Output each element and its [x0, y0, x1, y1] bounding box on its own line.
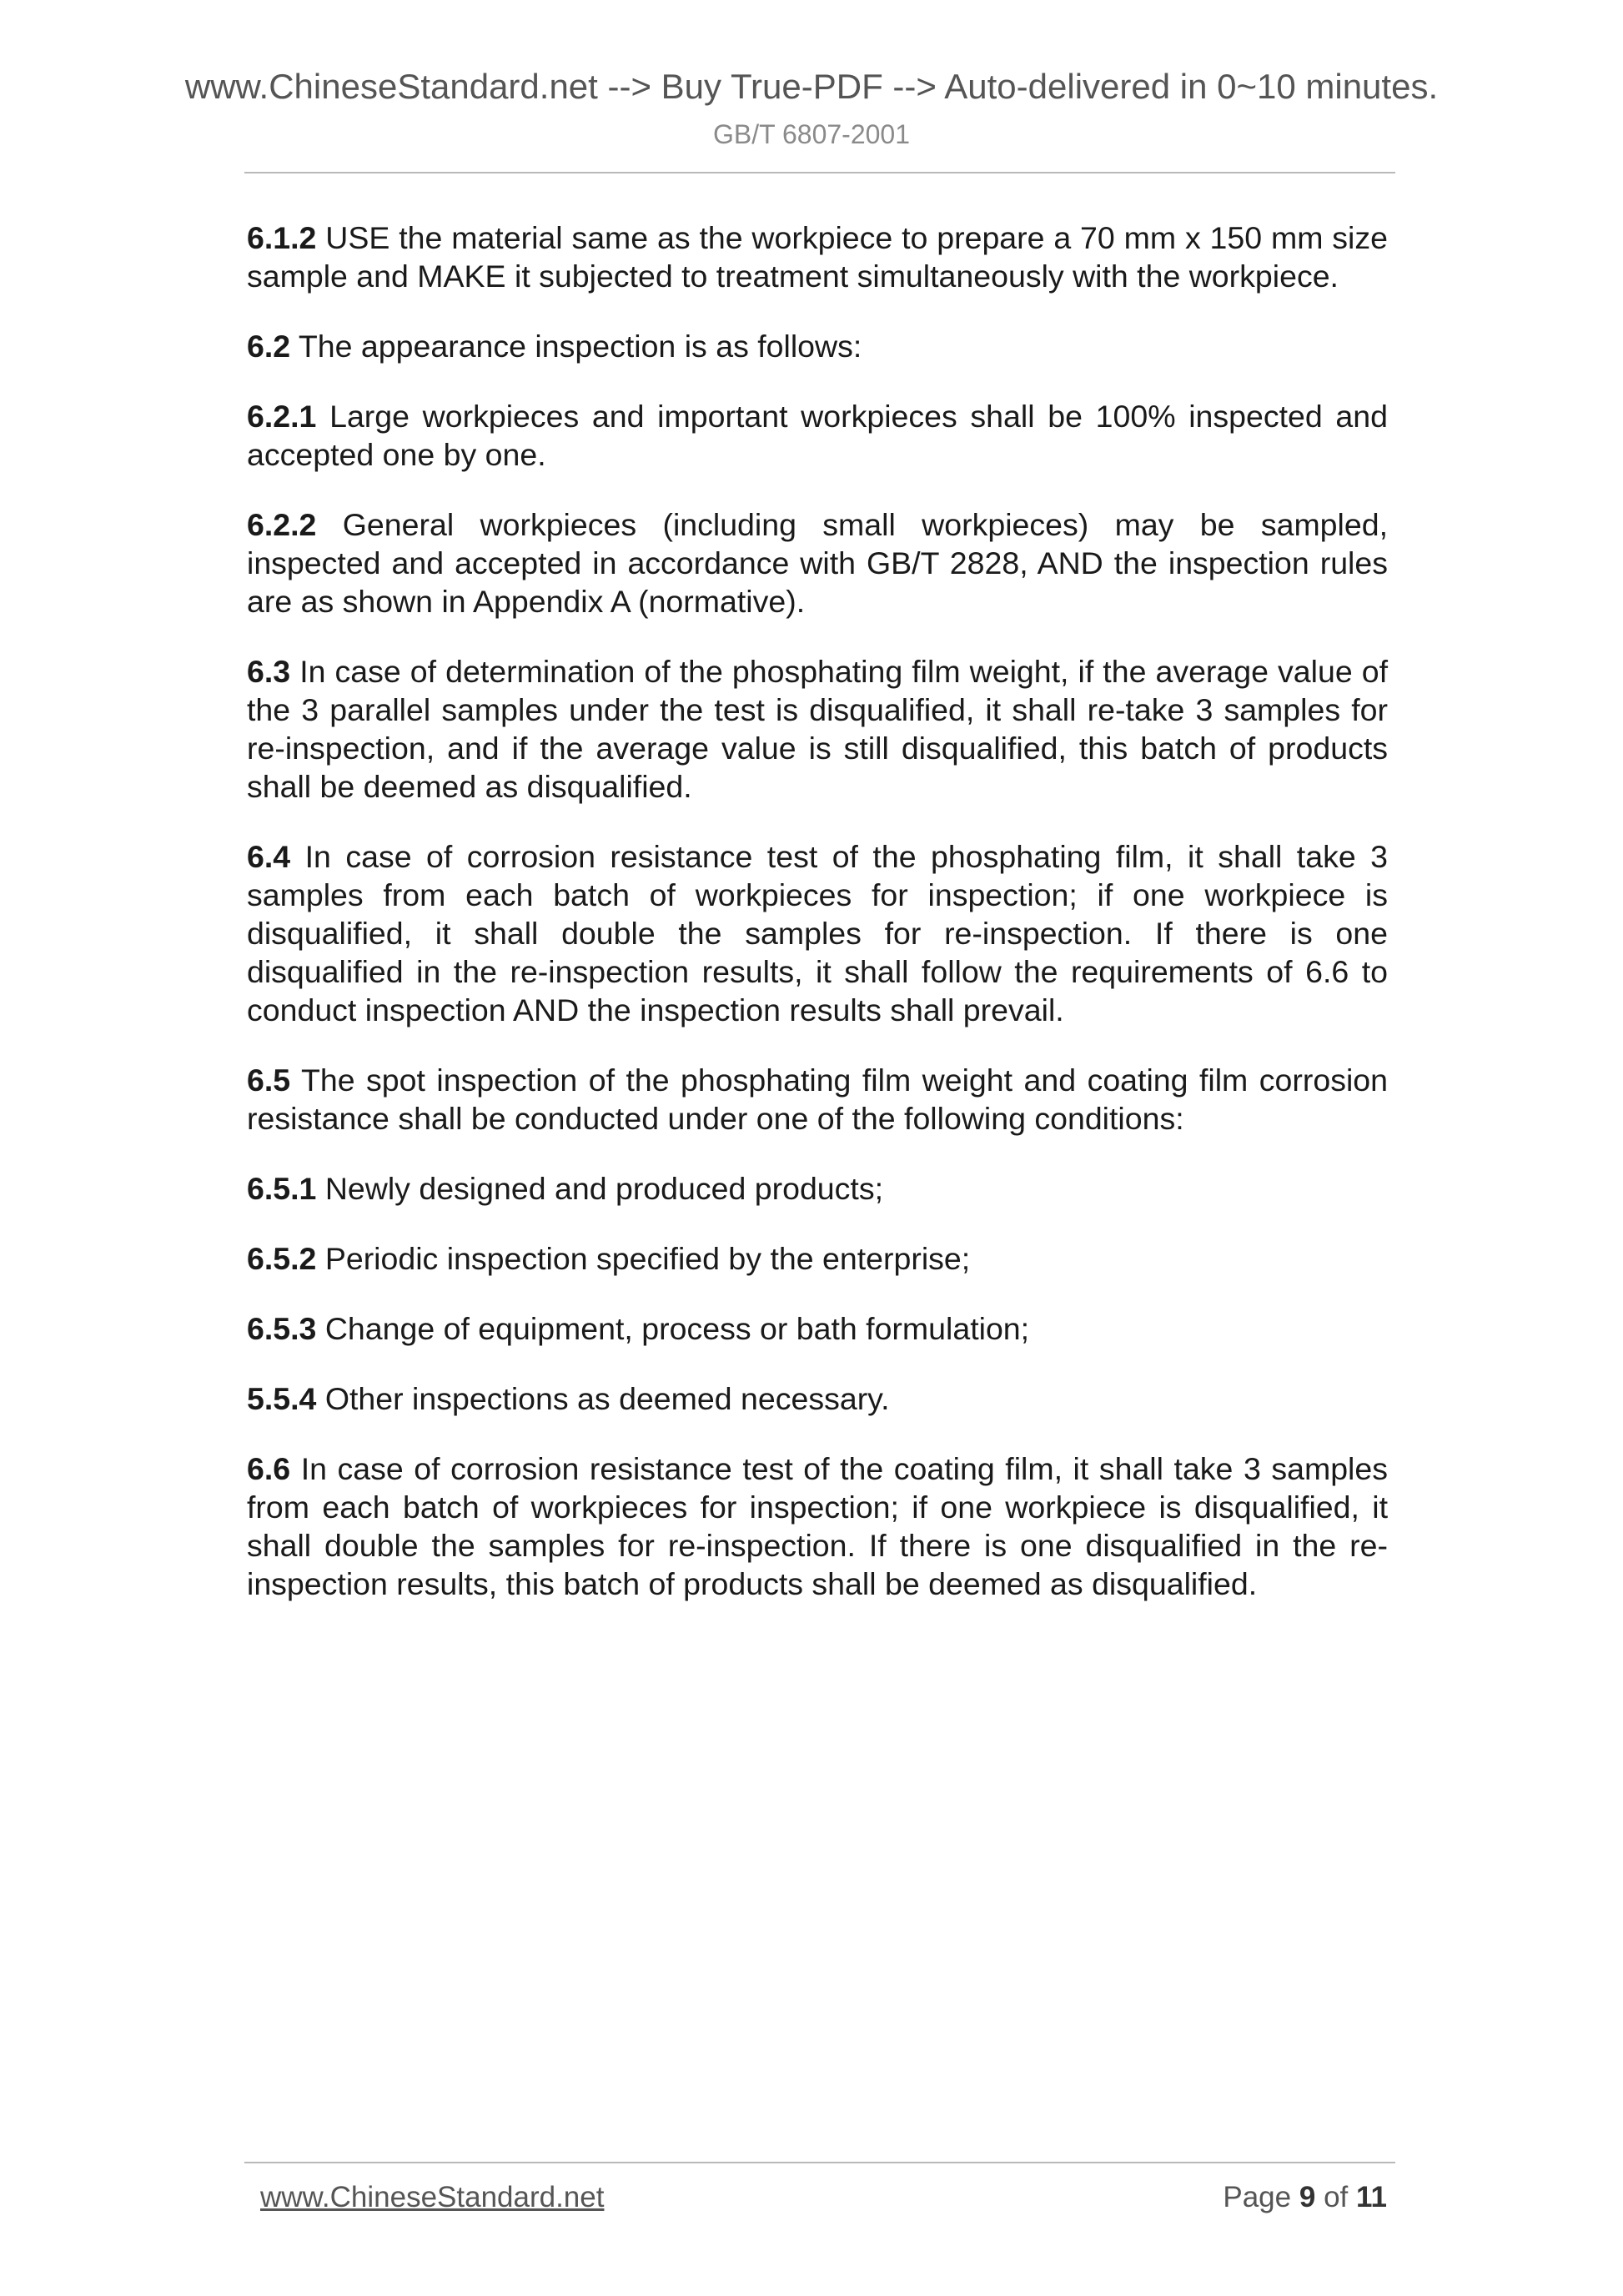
- clause-text: Large workpieces and important workpieces shall be 100% inspected and accepted one by one.: [247, 399, 1388, 472]
- clause-6-2: [247, 327, 1388, 365]
- clause-number: 6.4: [247, 839, 291, 874]
- current-page-number: 9: [1299, 2181, 1316, 2213]
- page-word: Page: [1223, 2181, 1292, 2213]
- footer-divider: [244, 2162, 1395, 2163]
- clause-6-1-2: [247, 219, 1388, 295]
- clause-6-2-1: [247, 397, 1388, 474]
- clause-5-5-4: [247, 1379, 1388, 1418]
- clause-text: Other inspections as deemed necessary.: [324, 1381, 890, 1416]
- clause-text: In case of corrosion resistance test of the phosphating film, it shall take 3 samples from each batch of workpieces for inspection; if one workpiece is disqualified, it shall double the samples for re-inspection. If there is one disqualified in the re-inspection results, it shall follow the requirements of 6.6 to conduct inspection AND the inspection results shall prevail.: [247, 839, 1389, 1027]
- clause-6-5-2: [247, 1239, 1388, 1278]
- clause-text: In case of determination of the phosphating film weight, if the average value of the 3 parallel samples under the test is disqualified, it shall re-take 3 samples for re-inspection, and if the average value is still disqualified, this batch of products shall be deemed as disqualified.: [247, 654, 1389, 804]
- clause-6-6: [247, 1449, 1388, 1603]
- clause-number: 6.6: [247, 1451, 291, 1486]
- page-of-word: of: [1324, 2181, 1349, 2213]
- total-pages-number: 11: [1356, 2181, 1387, 2213]
- clause-text: The appearance inspection is as follows:: [298, 329, 862, 364]
- clause-number: 6.5: [247, 1063, 291, 1098]
- clause-number: 6.1.2: [247, 220, 317, 255]
- clause-text: The spot inspection of the phosphating film weight and coating film corrosion resistance shall be conducted under one of the following conditions:: [247, 1063, 1388, 1136]
- clause-number: 6.5.1: [247, 1171, 317, 1206]
- clause-number: 6.2: [247, 329, 291, 364]
- clause-6-4: [247, 837, 1388, 1029]
- clause-6-5: [247, 1061, 1388, 1138]
- clause-number: 6.2.1: [247, 399, 317, 434]
- clause-text: General workpieces (including small workpieces) may be sampled, inspected and accepted in accordance with GB/T 2828, AND the inspection rules are as shown in Appendix A (normative).: [247, 507, 1388, 619]
- clause-6-5-1: [247, 1169, 1388, 1208]
- clause-text: Periodic inspection specified by the enterprise;: [324, 1241, 971, 1276]
- clause-6-5-3: [247, 1309, 1388, 1348]
- clause-number: 6.5.3: [247, 1311, 317, 1346]
- banner-text: www.ChineseStandard.net --> Buy True-PDF --> Auto-delivered in 0~10 minutes.: [184, 67, 1439, 106]
- page-indicator: [1223, 2178, 1387, 2217]
- clause-number: 6.2.2: [247, 507, 317, 542]
- clause-text: USE the material same as the workpiece to prepare a 70 mm x 150 mm size sample and MAKE it subjected to treatment simultaneously with the workpiece.: [247, 220, 1388, 294]
- header-divider: [244, 172, 1395, 173]
- clause-text: Change of equipment, process or bath formulation;: [324, 1311, 1030, 1346]
- clause-number: 5.5.4: [247, 1381, 317, 1416]
- footer-website-link[interactable]: www.ChineseStandard.net: [260, 2181, 605, 2213]
- clause-number: 6.5.2: [247, 1241, 317, 1276]
- clause-6-2-2: [247, 505, 1388, 620]
- standard-code: GB/T 6807-2001: [712, 119, 910, 149]
- clause-6-3: [247, 652, 1388, 806]
- clause-text: Newly designed and produced products;: [324, 1171, 884, 1206]
- document-body: [247, 219, 1388, 1635]
- clause-text: In case of corrosion resistance test of the coating film, it shall take 3 samples from each batch of workpieces for inspection; if one workpiece is disqualified, it shall double the samples for re-inspection. If there is one disqualified in the re-inspection results, this batch of products shall be deemed as disqualified.: [247, 1451, 1388, 1601]
- clause-number: 6.3: [247, 654, 291, 689]
